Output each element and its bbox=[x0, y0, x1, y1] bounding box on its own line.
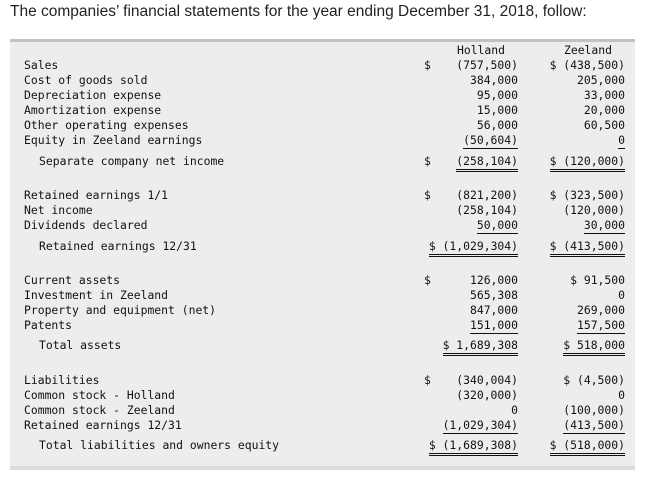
zeeland-value: $ (120,000) bbox=[550, 154, 625, 172]
holland-value: 847,000 bbox=[469, 303, 518, 317]
statement-row bbox=[10, 88, 635, 103]
row-label: Retained earnings 12/31 bbox=[24, 418, 182, 432]
zeeland-value: 157,500 bbox=[576, 318, 625, 332]
row-label: Other operating expenses bbox=[24, 118, 189, 132]
dollar-sign: $ bbox=[424, 154, 431, 168]
statement-row bbox=[10, 373, 635, 388]
statement-row bbox=[10, 303, 635, 318]
column-header-row bbox=[10, 43, 635, 58]
statement-row bbox=[10, 218, 635, 233]
holland-value: $ 1,689,308 bbox=[443, 338, 518, 356]
holland-value: (757,500) bbox=[456, 58, 518, 72]
statement-row bbox=[10, 388, 635, 403]
holland-value: (50,604) bbox=[463, 133, 518, 147]
row-label: Current assets bbox=[24, 273, 121, 287]
holland-value: $ (1,029,304) bbox=[429, 239, 518, 257]
statement-row bbox=[10, 103, 635, 118]
zeeland-value: (120,000) bbox=[563, 203, 625, 217]
row-label: Patents bbox=[24, 318, 73, 332]
row-label: Common stock - Zeeland bbox=[24, 403, 175, 417]
column-header-zeeland: Zeeland bbox=[563, 43, 612, 57]
page-heading: The companies’ financial statements for the year ending December 31, 2018, follow: bbox=[10, 3, 587, 20]
holland-value: 565,308 bbox=[469, 288, 518, 302]
holland-value: 56,000 bbox=[476, 118, 518, 132]
statement-total-row bbox=[10, 438, 635, 453]
row-label: Depreciation expense bbox=[24, 88, 162, 102]
row-label: Net income bbox=[24, 203, 93, 217]
zeeland-value: 269,000 bbox=[576, 303, 625, 317]
holland-value: 126,000 bbox=[469, 273, 518, 287]
zeeland-value: $ (438,500) bbox=[549, 58, 625, 72]
table-bottom-border bbox=[10, 466, 635, 470]
holland-value: 50,000 bbox=[476, 218, 518, 232]
holland-value: (1,029,304) bbox=[442, 418, 518, 432]
financial-statement-table bbox=[10, 39, 635, 468]
holland-value: 15,000 bbox=[476, 103, 518, 117]
statement-total-row bbox=[10, 239, 635, 254]
zeeland-value: $ (4,500) bbox=[563, 373, 625, 387]
zeeland-value: 20,000 bbox=[583, 103, 625, 117]
statement-row bbox=[10, 188, 635, 203]
zeeland-value: 33,000 bbox=[583, 88, 625, 102]
row-label: Total liabilities and owners equity bbox=[39, 438, 280, 452]
dollar-sign: $ bbox=[424, 188, 431, 202]
row-label: Liabilities bbox=[24, 373, 100, 387]
statement-row bbox=[10, 403, 635, 418]
zeeland-value: 0 bbox=[618, 133, 625, 147]
holland-value: $ (1,689,308) bbox=[429, 438, 518, 456]
holland-value: 95,000 bbox=[476, 88, 518, 102]
zeeland-value: 205,000 bbox=[576, 73, 625, 87]
zeeland-value: $ 91,500 bbox=[570, 273, 625, 287]
statement-row bbox=[10, 318, 635, 333]
holland-value: 384,000 bbox=[469, 73, 518, 87]
zeeland-value: $ (413,500) bbox=[550, 239, 625, 257]
statement-row bbox=[10, 58, 635, 73]
row-label: Property and equipment (net) bbox=[24, 303, 217, 317]
holland-value: (258,104) bbox=[456, 203, 518, 217]
row-label: Separate company net income bbox=[39, 154, 225, 168]
statement-row bbox=[10, 73, 635, 88]
row-label: Cost of goods sold bbox=[24, 73, 148, 87]
zeeland-value: 0 bbox=[618, 388, 625, 402]
holland-value: (258,104) bbox=[456, 154, 518, 172]
statement-total-row bbox=[10, 338, 635, 353]
statement-row bbox=[10, 133, 635, 148]
zeeland-value: 30,000 bbox=[583, 218, 625, 232]
row-label: Dividends declared bbox=[24, 218, 148, 232]
row-label: Investment in Zeeland bbox=[24, 288, 169, 302]
statement-total-row bbox=[10, 154, 635, 169]
row-label: Retained earnings 1/1 bbox=[24, 188, 169, 202]
dollar-sign: $ bbox=[424, 373, 431, 387]
statement-row bbox=[10, 118, 635, 133]
holland-value: (821,200) bbox=[456, 188, 518, 202]
zeeland-value: $ 518,000 bbox=[563, 338, 625, 356]
row-label: Total assets bbox=[39, 338, 122, 352]
zeeland-value: 0 bbox=[618, 288, 625, 302]
statement-row bbox=[10, 273, 635, 288]
holland-value: (340,004) bbox=[456, 373, 518, 387]
row-label: Equity in Zeeland earnings bbox=[24, 133, 203, 147]
row-label: Amortization expense bbox=[24, 103, 162, 117]
dollar-sign: $ bbox=[424, 273, 431, 287]
zeeland-value: (100,000) bbox=[563, 403, 625, 417]
statement-row bbox=[10, 203, 635, 218]
zeeland-value: $ (518,000) bbox=[550, 438, 625, 456]
holland-value: 151,000 bbox=[469, 318, 518, 332]
holland-value: (320,000) bbox=[456, 388, 518, 402]
holland-value: 0 bbox=[511, 403, 518, 417]
row-label: Common stock - Holland bbox=[24, 388, 175, 402]
row-label: Retained earnings 12/31 bbox=[39, 239, 197, 253]
zeeland-value: 60,500 bbox=[583, 118, 625, 132]
statement-row bbox=[10, 418, 635, 433]
zeeland-value: $ (323,500) bbox=[549, 188, 625, 202]
column-header-holland: Holland bbox=[456, 43, 505, 57]
dollar-sign: $ bbox=[424, 58, 431, 72]
zeeland-value: (413,500) bbox=[563, 418, 625, 432]
statement-row bbox=[10, 288, 635, 303]
row-label: Sales bbox=[24, 58, 59, 72]
